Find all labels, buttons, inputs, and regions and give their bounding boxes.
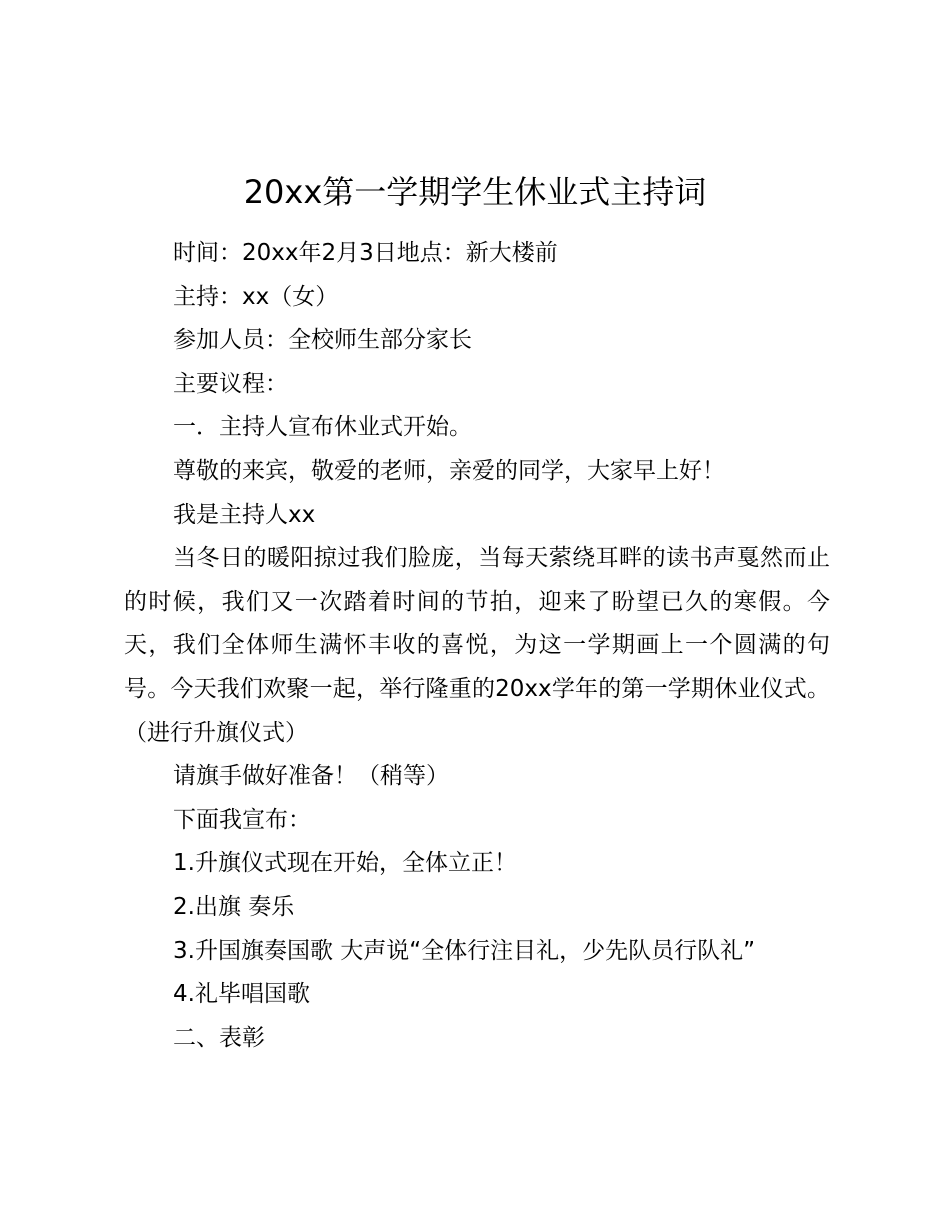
paragraph-host-intro: 我是主持人xx: [173, 501, 316, 528]
paragraph-step-3: 3.升国旗奏国歌 大声说“全体行注目礼，少先队员行队礼”: [173, 937, 756, 964]
paragraph-host: 主持：xx（女）: [173, 283, 339, 310]
paragraph-opening-speech: 当冬日的暖阳掠过我们脸庞，当每天萦绕耳畔的读书声戛然而止的时候，我们又一次踏着时间的节拍，迎来了盼望已久的寒假。今天，我们全体师生满怀丰收的喜悦，为这一学期画上一个圆满的句号。今天我们欢聚一起，举行隆重的20xx学年的第一学期休业仪式。（进行升旗仪式）: [124, 545, 830, 746]
paragraph-step-4: 4.礼毕唱国歌: [173, 981, 310, 1008]
paragraph-flag-bearer: 请旗手做好准备！（稍等）: [173, 763, 449, 790]
paragraph-section-2: 二、表彰: [173, 1024, 265, 1051]
paragraph-step-2: 2.出旗 奏乐: [173, 893, 295, 920]
document-title: 20xx第一学期学生休业式主持词: [243, 173, 707, 211]
document-body: [124, 232, 830, 1060]
paragraph-greeting: 尊敬的来宾，敬爱的老师，亲爱的同学，大家早上好！: [173, 457, 725, 484]
paragraph-participants: 参加人员：全校师生部分家长: [173, 327, 472, 354]
paragraph-agenda-heading: 主要议程：: [173, 370, 288, 397]
paragraph-announce: 下面我宣布：: [173, 806, 311, 833]
paragraph-time-location: 时间：20xx年2月3日地点：新大楼前: [173, 240, 558, 266]
paragraph-step-1: 1.升旗仪式现在开始，全体立正！: [173, 850, 517, 877]
paragraph-agenda-item-1: 一．主持人宣布休业式开始。: [173, 414, 472, 441]
